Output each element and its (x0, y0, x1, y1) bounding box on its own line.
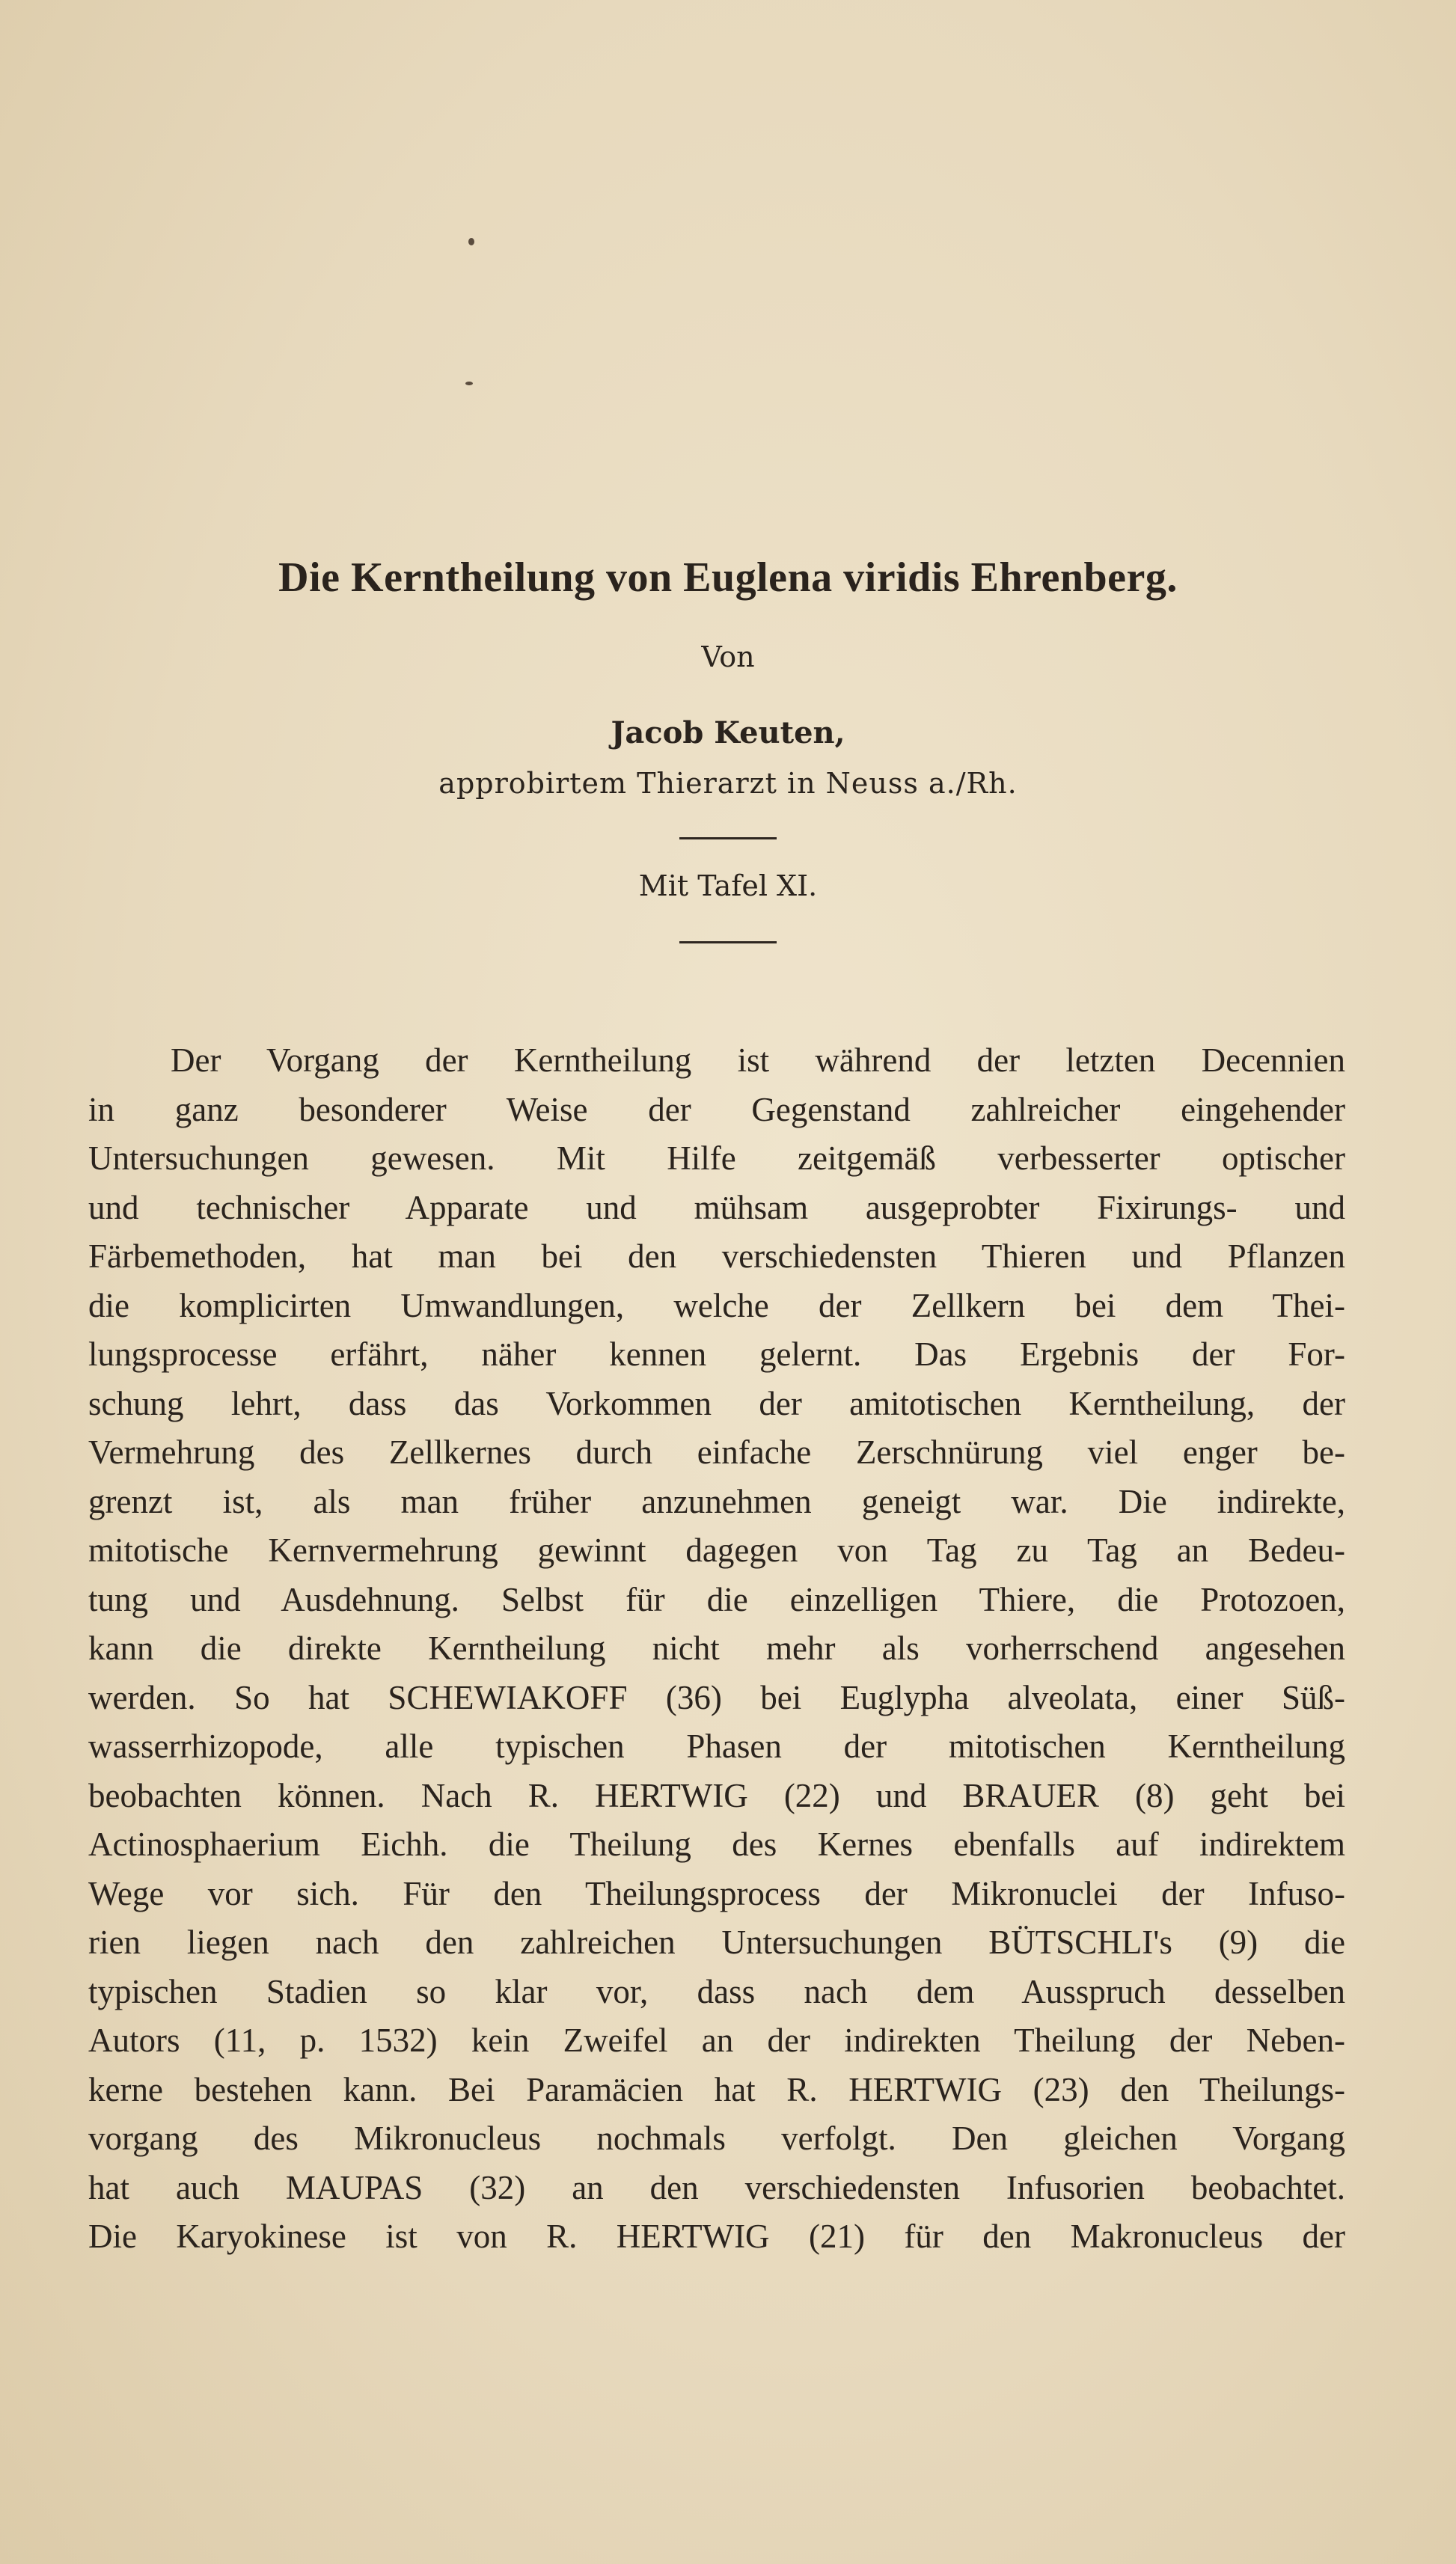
body-line: mitotische Kernvermehrung gewinnt dagegen von Tag zu Tag an Bedeu- (88, 1532, 1345, 1569)
body-line: wasserrhizopode, alle typischen Phasen der mitotischen Kerntheilung (88, 1728, 1345, 1765)
body-line: werden. So hat SCHEWIAKOFF (36) bei Euglypha alveolata, einer Süß- (88, 1678, 1345, 1716)
body-line: Untersuchungen gewesen. Mit Hilfe zeitgemäß verbesserter optischer (88, 1139, 1345, 1177)
body-line: rien liegen nach den zahlreichen Untersuchungen BÜTSCHLI's (9) die (88, 1924, 1345, 1961)
byline: Von (701, 640, 755, 673)
body-line: Actinosphaerium Eichh. die Theilung des Kernes ebenfalls auf indirektem (88, 1826, 1345, 1863)
plate-reference: Mit Tafel XI. (638, 869, 818, 902)
body-line: in ganz besonderer Weise der Gegenstand zahlreicher eingehender (88, 1090, 1345, 1128)
body-line: kann die direkte Kerntheilung nicht mehr als vorherrschend angesehen (88, 1630, 1345, 1667)
body-line: kerne bestehen kann. Bei Paramäcien hat R. HERTWIG (23) den Theilungs- (88, 2070, 1345, 2108)
body-line: tung und Ausdehnung. Selbst für die einzelligen Thiere, die Protozoen, (88, 1580, 1345, 1618)
body-line: lungsprocesse erfährt, näher kennen gelernt. Das Ergebnis der For- (88, 1335, 1345, 1373)
body-line: die komplicirten Umwandlungen, welche der Zellkern bei dem Thei- (88, 1286, 1345, 1324)
body-line: hat auch MAUPAS (32) an den verschiedensten Infusorien beobachtet. (88, 2168, 1345, 2206)
body-line: Färbemethoden, hat man bei den verschiedensten Thieren und Pflanzen (88, 1237, 1345, 1275)
article-header (0, 554, 1456, 943)
article-body (88, 1036, 1345, 2262)
body-line: Autors (11, p. 1532) kein Zweifel an der indirekten Theilung der Neben- (88, 2022, 1345, 2059)
author-name: Jacob Keuten, (611, 715, 845, 750)
ink-speck (465, 382, 473, 385)
divider (679, 837, 777, 839)
body-line: beobachten können. Nach R. HERTWIG (22) und BRAUER (8) geht bei (88, 1776, 1345, 1814)
divider (679, 941, 777, 943)
ink-speck (468, 238, 474, 245)
body-line: Der Vorgang der Kerntheilung ist während der letzten Decennien (171, 1041, 1345, 1079)
body-line: Die Karyokinese ist von R. HERTWIG (21) für den Makronucleus der (88, 2218, 1345, 2255)
body-line: Wege vor sich. Für den Theilungsprocess der Mikronuclei der Infuso- (88, 1874, 1345, 1912)
body-line: und technischer Apparate und mühsam ausgeprobter Fixirungs- und (88, 1188, 1345, 1226)
body-line: grenzt ist, als man früher anzunehmen geneigt war. Die indirekte, (88, 1482, 1345, 1520)
article-title: Die Kerntheilung von Euglena viridis Ehrenberg. (278, 554, 1178, 601)
author-affiliation: approbirtem Thierarzt in Neuss a./Rh. (438, 767, 1018, 800)
body-line: vorgang des Mikronucleus nochmals verfolgt. Den gleichen Vorgang (88, 2120, 1345, 2157)
body-line: Vermehrung des Zellkernes durch einfache Zerschnürung viel enger be- (88, 1434, 1345, 1471)
body-line: schung lehrt, dass das Vorkommen der amitotischen Kerntheilung, der (88, 1384, 1345, 1422)
body-line: typischen Stadien so klar vor, dass nach dem Ausspruch desselben (88, 1972, 1345, 2010)
